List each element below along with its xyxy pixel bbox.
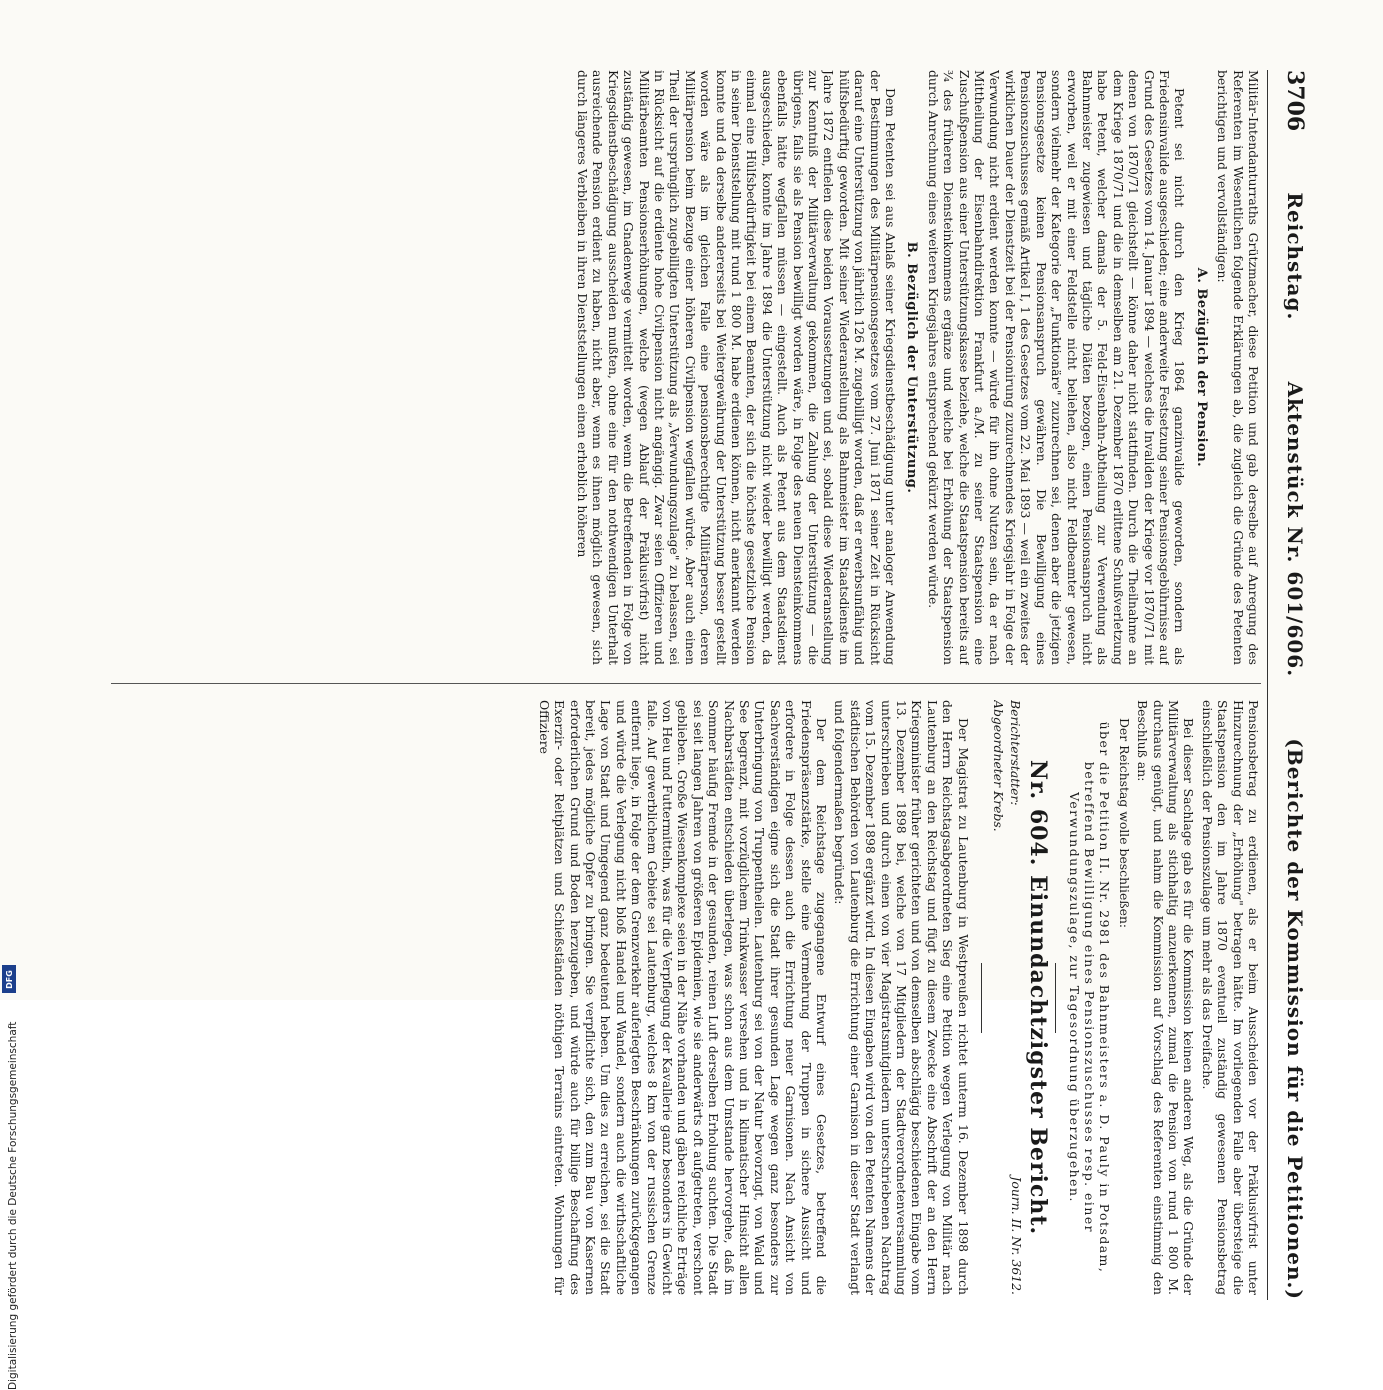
section-b-paragraph: Dem Petenten sei aus Anlaß seiner Kriegsdienstbeschädigung unter analoger Anwendung der Bestimmungen des Militärpensionsgesetzes vom 27. Juni 1871 seiner Zeit in Rücksicht darauf eine Unterstützung von jährlich 126 M. zugebilligt worden, daß er erwerbsunfähig und hülfsbedürftig geworden. Mit seiner Wiederanstellung als Bahnmeister im Staatsdienste im Jahre 1872 entfielen diese beiden Voraussetzungen und sei, sobald diese Wiederanstellung zur Kenntniß der Militärverwaltung gekommen, die Zahlung der Unterstützung — die übrigens, falls sie als Pension bewilligt worden wäre, in Folge des neuen Diensteinkommens ebenfalls hätte wegfallen müssen — eingestellt. Auch als Petent aus dem Staatsdienst ausgeschieden, konnte im Jahre 1894 die Unterstützung nicht wieder bewilligt werden, da einmal eine Hülfsbedürftigkeit bei einem Beamten, der sich die höchste gesetzliche Pension in seiner Dienststellung mit rund 1 800 M. habe erdienen können, nicht anerkannt werden konnte und da derselbe andererseits bei Weitergewährung der Unterstützung besser gestellt worden wäre als im gleichen Falle eine pensionsberechtigte Militärperson, deren Militärpension beim Bezuge einer höheren Civilpension wegfallen würde. Aber auch einen Theil der ursprünglich zugebilligten Unterstützung als „Verwundungszulage" zu belassen, sei in Rücksicht auf die erdiente hohe Civilpension nicht angängig. Zwar seien Offizieren und Militärbeamten Pensionserhöhungen, welche (wegen Ablauf der Präklusivfrist) nicht zuständig gewesen, im Gnadenwege vermittelt worden, wenn die Betreffenden in Folge von Kriegsdienstbeschädigung ausscheiden mußten, ohne eine für den nothwendigen Unterhalt ausreichende Pension erdient zu haben, nicht aber, wenn es ihnen möglich gewesen, sich durch längeres Verbleiben in ihren Dienststellungen einen erheblich höheren <box>574 70 899 665</box>
page-header <box>1267 70 1308 1300</box>
reporter-name: Abgeordneter Krebs. <box>990 700 1006 832</box>
continuation-paragraph-2: Bei dieser Sachlage gab es für die Kommission keinen anderen Weg, als die Gründe der Militärverwaltung als stichhaltig anzuerkennen, zumal die Pension von rund 1 800 M. durchaus genügt, und nahm die Kommission auf Vorschlag des Referenten einstimmig den Beschluß an: <box>1135 700 1197 1295</box>
side-credit <box>2 995 28 1390</box>
header-left-title: Reichstag. <box>1283 192 1307 321</box>
left-column <box>111 70 1261 665</box>
header-center-title: Aktenstück Nr. 601/606. <box>1283 381 1307 678</box>
resolution-intro: Der Reichstag wolle beschließen: <box>1116 718 1132 929</box>
reporter-block <box>990 700 1024 832</box>
section-divider <box>1055 963 1056 1033</box>
header-right-title: (Berichte der Kommission für die Petitionen.) <box>1283 738 1307 1300</box>
dfg-logo-text: DFG <box>4 969 14 989</box>
journal-reference: Journ. II. Nr. 3612. <box>1008 1176 1024 1295</box>
reporter-label: Berichterstatter: <box>1007 700 1023 806</box>
right-column <box>111 700 1261 1295</box>
continuation-paragraph-1: Pensionsbetrag zu erdienen, als er beim Ausscheiden vor der Präklusivfrist unter Hinzurechnung der „Erhöhung" betragen hätte. Im vorliegenden Falle aber übersteige die Staatspension den im Jahre 1870 eventuell zuständig gewesenen Pensionsbetrag einschließlich der Pensionszulage um mehr als das Dreifache. <box>1199 700 1261 1295</box>
dfg-logo <box>2 965 16 993</box>
report-title: Nr. 604. Einundachtzigster Bericht. <box>1025 759 1052 1236</box>
section-b-heading: B. Bezüglich der Unterstützung. <box>904 241 920 494</box>
intro-paragraph: Militär-Intendanturraths Grützmacher, diese Petition und gab derselbe auf Anregung des Referenten im Wesentlichen folgende Erklärungen ab, die zugleich die Gründe des Petenten berichtigen und vervollständigen: <box>1215 70 1261 665</box>
body-paragraph-2: Der dem Reichstage zugegangene Entwurf eines Gesetzes, betreffend die Friedenspräsenzstärke, stelle eine Vermehrung der Truppen in sichere Aussicht und erfordere in Folge dessen auch die Errichtung neuer Garnisonen. Nach Ansicht von Sachverständigen eigne sich die Stadt ihrer gesunden Lage wegen ganz besonders zur Unterbringung von Truppentheilen. Lautenburg sei von der Natur bevorzugt, von Wald und See begrenzt, mit vorzüglichem Trinkwasser versehen und in klimatischer Hinsicht allen Nachbarstädten entschieden überlegen, was schon aus dem Umstande hervorgehe, daß im Sommer häufig Fremde in der gesunden, reinen Luft derselben Erholung suchten. Die Stadt sei seit langen Jahren von größeren Epidemien, wie sie anderwärts oft aufgetreten, verschont geblieben. Große Wiesenkomplexe seien in der Nähe vorhanden und gäben reichliche Erträge von Heu und Futtermitteln, was für die Verpflegung der Kavallerie ganz besonders in Gewicht falle. Auf gewerblichem Gebiete sei Lautenburg, welches 8 km von der russischen Grenze entfernt liege, in Folge der dem Grenzverkehr auferlegten Beschränkungen zurückgegangen und würde die Verlegung nicht bloß Handel und Wandel, sondern auch die wirthschaftliche Lage von Stadt und Umgegend ganz bedeutend heben. Um dies zu erreichen, sei die Stadt bereit, jedes mögliche Opfer zu bringen. Sie verpflichte sich, den zum Bau von Kasernen erforderlichen Grund und Boden herzugeben, und würde auch für billige Beschaffung des Exerzir- oder Reitplätzen und Schießständen nöthigen Terrains eintreten. Wohnungen für Offiziere <box>536 700 830 1295</box>
digitization-credit: Digitalisierung gefördert durch die Deutsche Forschungsgemeinschaft <box>7 1021 19 1390</box>
section-a-paragraph: Petent sei nicht durch den Krieg 1864 ganzinvalide geworden, sondern als Friedensinvalide ausgeschieden; eine anderweite Festsetzung seiner Pensionsgebührnisse auf Grund des Gesetzes vom 14. Januar 1894 — welches die Invaliden der Kriege vor 1870/71 mit denen von 1870/71 gleichstellt — könne daher nicht stattfinden. Durch die Theilnahme an dem Kriege 1870/71 und die in demselben am 21. Dezember 1870 erlittene Schußverletzung habe Petent, welcher damals der 5. Feld-Eisenbahn-Abtheilung zur Verwendung als Bahnmeister zugewiesen und tägliche Diäten bezogen, einen Pensionsanspruch nicht erworben, weil er mit einer Feldstelle nicht beliehen, also nicht Feldbeamter gewesen, sondern vielmehr der Kategorie der „Funktionäre" zuzurechnen sei, denen aber die jetzigen Pensionsgesetze keinen Pensionsanspruch gewähren. Die Bewilligung eines Pensionszuschusses gemäß Artikel I, 1 des Gesetzes vom 22. Mai 1893 — weil ein zweites der wirklichen Dauer der Dienstzeit bei der Pensionirung zuzurechnendes Kriegsjahr in Folge der Verwundung nicht erdient werden konnte — würde für ihn ohne Nutzen sein, da er nach Mittheilung der Eisenbahndirektion Frankfurt a./M. zu seiner Staatspension eine Zuschußpension aus einer Unterstützungskasse beziehe, welche die Staatspension bereits auf ¾ des früheren Diensteinkommens ergänze und welche bei Erhöhung der Staatspension durch Anrechnung eines weiteren Kriegsjahres entsprechend gekürzt werden würde. <box>925 70 1188 665</box>
resolution-text: über die Petition II. Nr. 2981 des Bahnmeisters a. D. Pauly in Potsdam, betreffend Bewilligung eines Pensionszuschusses resp. einer Verwundungszulage, zur Tagesordnung überzugehen. <box>1066 721 1113 1274</box>
report-meta <box>990 700 1024 1295</box>
page-number: 3706 <box>1282 70 1308 132</box>
meta-divider <box>981 963 982 1033</box>
column-divider <box>111 683 1261 684</box>
section-a-heading: A. Bezüglich der Pension. <box>1193 267 1209 468</box>
body-paragraph-1: Der Magistrat zu Lautenburg in Westpreußen richtet unterm 16. Dezember 1898 durch den Herrn Reichstagsabgeordneten Sieg eine Petition wegen Verlegung von Militär nach Lautenburg an den Reichstag und fügt zu diesem Zwecke eine Abschrift der an den Herrn Kriegsminister früher gerichteten und von demselben abschlägig beschiedenen Eingabe vom 13. Dezember 1898 bei, welche von 17 Mitgliedern der Stadtverordnetenversammlung unterschrieben und durch einen von vier Magistratsmitgliedern unterschriebenen Nachtrag vom 15. Dezember 1898 ergänzt wird. In diesen Eingaben wird von den Petenten Namens der städtischen Behörden von Lautenburg die Errichtung einer Garnison in dieser Stadt verlangt und folgendermaßen begründet: <box>832 700 971 1295</box>
